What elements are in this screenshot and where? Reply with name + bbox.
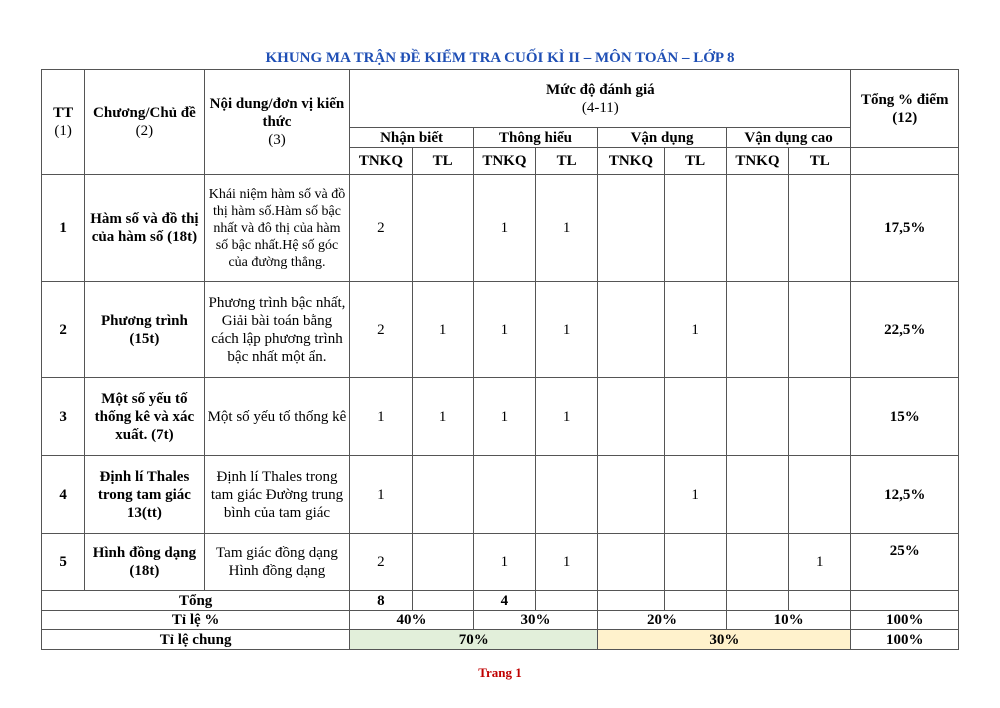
header-tt: TT (1): [42, 70, 85, 175]
sub-header: TL: [536, 148, 598, 175]
general-knowledge: 70%: [350, 630, 598, 650]
row-total: 15%: [851, 378, 959, 456]
row-chapter: Định lí Thales trong tam giác 13(tt): [85, 456, 205, 534]
cell: [664, 175, 726, 282]
row-chapter: Hàm số và đồ thị của hàm số (18t): [85, 175, 205, 282]
totals-cell: [726, 591, 788, 611]
row-content: Tam giác đồng dạng Hình đồng dạng: [204, 534, 350, 591]
level-van-dung: Vận dụng: [598, 128, 727, 148]
cell: 1: [789, 534, 851, 591]
row-tt: 1: [42, 175, 85, 282]
cell: 1: [536, 378, 598, 456]
page-title: KHUNG MA TRẬN ĐỀ KIỂM TRA CUỐI KÌ II – MÔN TOÁN – LỚP 8: [265, 50, 735, 66]
row-content: Một số yếu tố thống kê: [204, 378, 350, 456]
header-content: Nội dung/đơn vị kiến thức (3): [204, 70, 350, 175]
row-tt: 2: [42, 282, 85, 378]
cell: 1: [350, 378, 412, 456]
header-level: Mức độ đánh giá (4-11): [350, 70, 851, 128]
sub-header: TL: [664, 148, 726, 175]
cell: 2: [350, 175, 412, 282]
row-total: 12,5%: [851, 456, 959, 534]
row-total: 17,5%: [851, 175, 959, 282]
percent-van-dung-cao: 10%: [726, 611, 851, 630]
row-chapter: Phương trình (15t): [85, 282, 205, 378]
cell: [789, 175, 851, 282]
matrix-table: [41, 69, 959, 650]
cell: [726, 175, 788, 282]
level-thong-hieu: Thông hiểu: [473, 128, 598, 148]
cell: [664, 534, 726, 591]
totals-cell: 8: [350, 591, 412, 611]
row-tt: 5: [42, 534, 85, 591]
cell: [598, 456, 664, 534]
general-application: 30%: [598, 630, 851, 650]
cell: 1: [536, 282, 598, 378]
sub-header: TNKQ: [473, 148, 535, 175]
totals-cell: [412, 591, 473, 611]
cell: [789, 378, 851, 456]
totals-label: Tổng: [42, 591, 350, 611]
cell: 1: [412, 282, 473, 378]
row-tt: 4: [42, 456, 85, 534]
cell: [789, 282, 851, 378]
row-total: 25%: [851, 534, 959, 591]
sub-header-empty: [851, 148, 959, 175]
page-number: Trang 1: [478, 665, 522, 680]
general-total: 100%: [851, 630, 959, 650]
cell: 2: [350, 534, 412, 591]
cell: [726, 378, 788, 456]
totals-cell: [789, 591, 851, 611]
sub-header: TL: [412, 148, 473, 175]
row-chapter: Một số yếu tố thống kê và xác xuất. (7t): [85, 378, 205, 456]
percent-thong-hieu: 30%: [473, 611, 598, 630]
percent-label: Tỉ lệ %: [42, 611, 350, 630]
totals-cell: [536, 591, 598, 611]
cell: 1: [664, 282, 726, 378]
cell: [412, 456, 473, 534]
cell: [473, 456, 535, 534]
cell: 1: [350, 456, 412, 534]
percent-van-dung: 20%: [598, 611, 727, 630]
row-content: Phương trình bậc nhất, Giải bài toán bằng cách lập phương trình bậc nhất một ẩn.: [204, 282, 350, 378]
sub-header: TNKQ: [350, 148, 412, 175]
cell: [726, 534, 788, 591]
sub-header: TNKQ: [726, 148, 788, 175]
header-chapter: Chương/Chủ đề (2): [85, 70, 205, 175]
cell: 2: [350, 282, 412, 378]
cell: 1: [473, 175, 535, 282]
cell: 1: [473, 534, 535, 591]
general-label: Tỉ lệ chung: [42, 630, 350, 650]
row-chapter: Hình đồng dạng (18t): [85, 534, 205, 591]
sub-header: TL: [789, 148, 851, 175]
cell: [536, 456, 598, 534]
cell: [598, 534, 664, 591]
cell: 1: [473, 378, 535, 456]
cell: [598, 378, 664, 456]
cell: 1: [536, 175, 598, 282]
cell: [726, 282, 788, 378]
cell: 1: [664, 456, 726, 534]
percent-total: 100%: [851, 611, 959, 630]
totals-cell: [598, 591, 664, 611]
cell: [789, 456, 851, 534]
cell: [664, 378, 726, 456]
level-van-dung-cao: Vận dụng cao: [726, 128, 851, 148]
row-content: Định lí Thales trong tam giác Đường trung bình của tam giác: [204, 456, 350, 534]
cell: [412, 175, 473, 282]
cell: [726, 456, 788, 534]
totals-cell: 4: [473, 591, 535, 611]
cell: [598, 282, 664, 378]
row-total: 22,5%: [851, 282, 959, 378]
totals-total: [851, 591, 959, 611]
cell: 1: [473, 282, 535, 378]
row-content: Khái niệm hàm số và đồ thị hàm số.Hàm số bậc nhất và đô thị của hàm số bậc nhất.Hệ số góc của đường thẳng.: [204, 175, 350, 282]
cell: 1: [412, 378, 473, 456]
level-nhan-biet: Nhận biết: [350, 128, 474, 148]
cell: [598, 175, 664, 282]
percent-nhan-biet: 40%: [350, 611, 474, 630]
cell: [412, 534, 473, 591]
sub-header: TNKQ: [598, 148, 664, 175]
row-tt: 3: [42, 378, 85, 456]
cell: 1: [536, 534, 598, 591]
totals-cell: [664, 591, 726, 611]
header-total: Tổng % điểm (12): [851, 70, 959, 148]
